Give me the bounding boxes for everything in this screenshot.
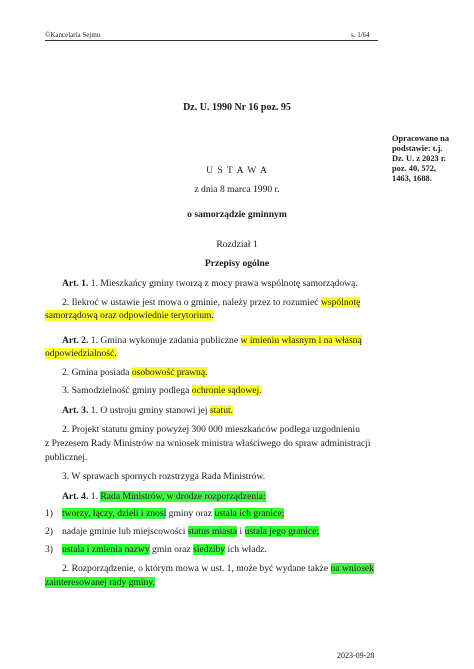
- art1-para2: [62, 297, 360, 309]
- highlight: status miasta: [187, 526, 238, 537]
- highlight: siedziby: [193, 544, 226, 555]
- act-date: z dnia 8 marca 1990 r.: [194, 184, 280, 195]
- list-item-text: [62, 526, 319, 538]
- art2-para1-cont: [45, 348, 117, 360]
- art4-para1: [62, 491, 266, 503]
- chapter-title: Przepisy ogólne: [204, 258, 270, 269]
- paragraph-text: i: [237, 526, 245, 537]
- document-citation: Dz. U. 1990 Nr 16 poz. 95: [183, 102, 291, 113]
- art4-para2: [62, 563, 374, 575]
- list-item: [45, 544, 53, 556]
- side-note-line: 1463, 1688.: [392, 174, 432, 183]
- side-note-line: podstawie: t.j.: [392, 144, 443, 153]
- art3-para2-line1: 2. Projekt statutu gminy powyżej 300 000 mieszkańców podlega uzgodnieniu: [62, 424, 360, 435]
- side-note-line: poz. 40, 572,: [392, 164, 436, 173]
- header-rule: [45, 40, 378, 41]
- art2-para3: [62, 385, 262, 397]
- art1-para1: [62, 278, 358, 290]
- list-item-text: [62, 508, 284, 520]
- highlight: ustala i zmienia nazwy: [62, 544, 150, 555]
- side-note: [392, 134, 454, 184]
- paragraph-text: 2. Gmina posiada: [62, 367, 132, 378]
- highlight: zainteresowanej rady gminy.: [45, 577, 155, 588]
- art3-para2-line3: publicznej.: [45, 452, 88, 463]
- list-number: 2): [45, 526, 53, 537]
- art4-para2-cont: [45, 577, 155, 589]
- list-number: 1): [45, 508, 53, 519]
- highlight: statut.: [209, 405, 234, 416]
- paragraph-text: 3. Samodzielność gminy podlega: [62, 385, 192, 396]
- paragraph-text: gmin oraz: [149, 544, 194, 555]
- art1-para2-cont: [45, 310, 214, 322]
- art3-para3: 3. W sprawach spornych rozstrzyga Rada Ministrów.: [62, 471, 266, 482]
- paragraph-text: 2. Ilekroć w ustawie jest mowa o gminie, należy przez to rozumieć: [62, 297, 321, 308]
- footer-date: 2023-09-28: [337, 651, 375, 660]
- highlight: odpowiedzialność.: [45, 348, 117, 359]
- page-number: s. 1/64: [351, 31, 370, 39]
- paragraph-text: nadaje gminie lub miejscowości: [62, 526, 188, 537]
- side-note-line: Dz. U. z 2023 r.: [392, 154, 446, 163]
- highlight: Rada Ministrów, w drodze rozporządzenia:: [100, 491, 266, 502]
- highlight: osobowość prawną.: [131, 367, 208, 378]
- article-label: Art. 2.: [62, 335, 89, 346]
- paragraph-text: gminy oraz: [166, 508, 215, 519]
- article-label: Art. 1.: [62, 278, 89, 289]
- list-item: [45, 526, 53, 538]
- list-number: 3): [45, 544, 53, 555]
- article-label: Art. 4.: [62, 491, 89, 502]
- highlight: na wniosek: [330, 563, 374, 574]
- act-subject: o samorządzie gminnym: [187, 209, 287, 220]
- art2-para2: [62, 367, 207, 379]
- publisher-label: ©Kancelaria Sejmu: [45, 31, 101, 39]
- article-label: Art. 3.: [62, 405, 89, 416]
- art3-para1: [62, 405, 233, 417]
- chapter-number: Rozdział 1: [216, 239, 258, 250]
- side-note-line: Opracowano na: [392, 134, 450, 143]
- highlight: ustala ich granice;: [214, 508, 285, 519]
- art3-para2-line2: z Prezesem Rady Ministrów na wniosek ministra właściwego do spraw administracji: [45, 438, 371, 449]
- paragraph-text: 1.: [88, 491, 101, 502]
- art2-para1: [62, 335, 362, 347]
- highlight: ochronie sądowej.: [191, 385, 262, 396]
- highlight: ustala jego granice;: [244, 526, 320, 537]
- paragraph-text: 1. Gmina wykonuje zadania publiczne: [88, 335, 241, 346]
- paragraph-text: 2. Rozporządzenie, o którym mowa w ust. 1, może być wydane także: [62, 563, 331, 574]
- paragraph-text: ich władz.: [225, 544, 267, 555]
- highlight: samorządową oraz odpowiednie terytorium.: [45, 310, 214, 321]
- list-item-text: [62, 544, 267, 556]
- paragraph-text: 1. Mieszkańcy gminy tworzą z mocy prawa wspólnotę samorządową.: [88, 278, 358, 289]
- list-item: [45, 508, 53, 520]
- highlight: wspólnotę: [320, 297, 361, 308]
- act-type: U S T A W A: [206, 165, 268, 176]
- highlight: tworzy, łączy, dzieli i znosi: [62, 508, 167, 519]
- paragraph-text: 1. O ustroju gminy stanowi jej: [88, 405, 210, 416]
- highlight: w imieniu własnym i na własną: [240, 335, 362, 346]
